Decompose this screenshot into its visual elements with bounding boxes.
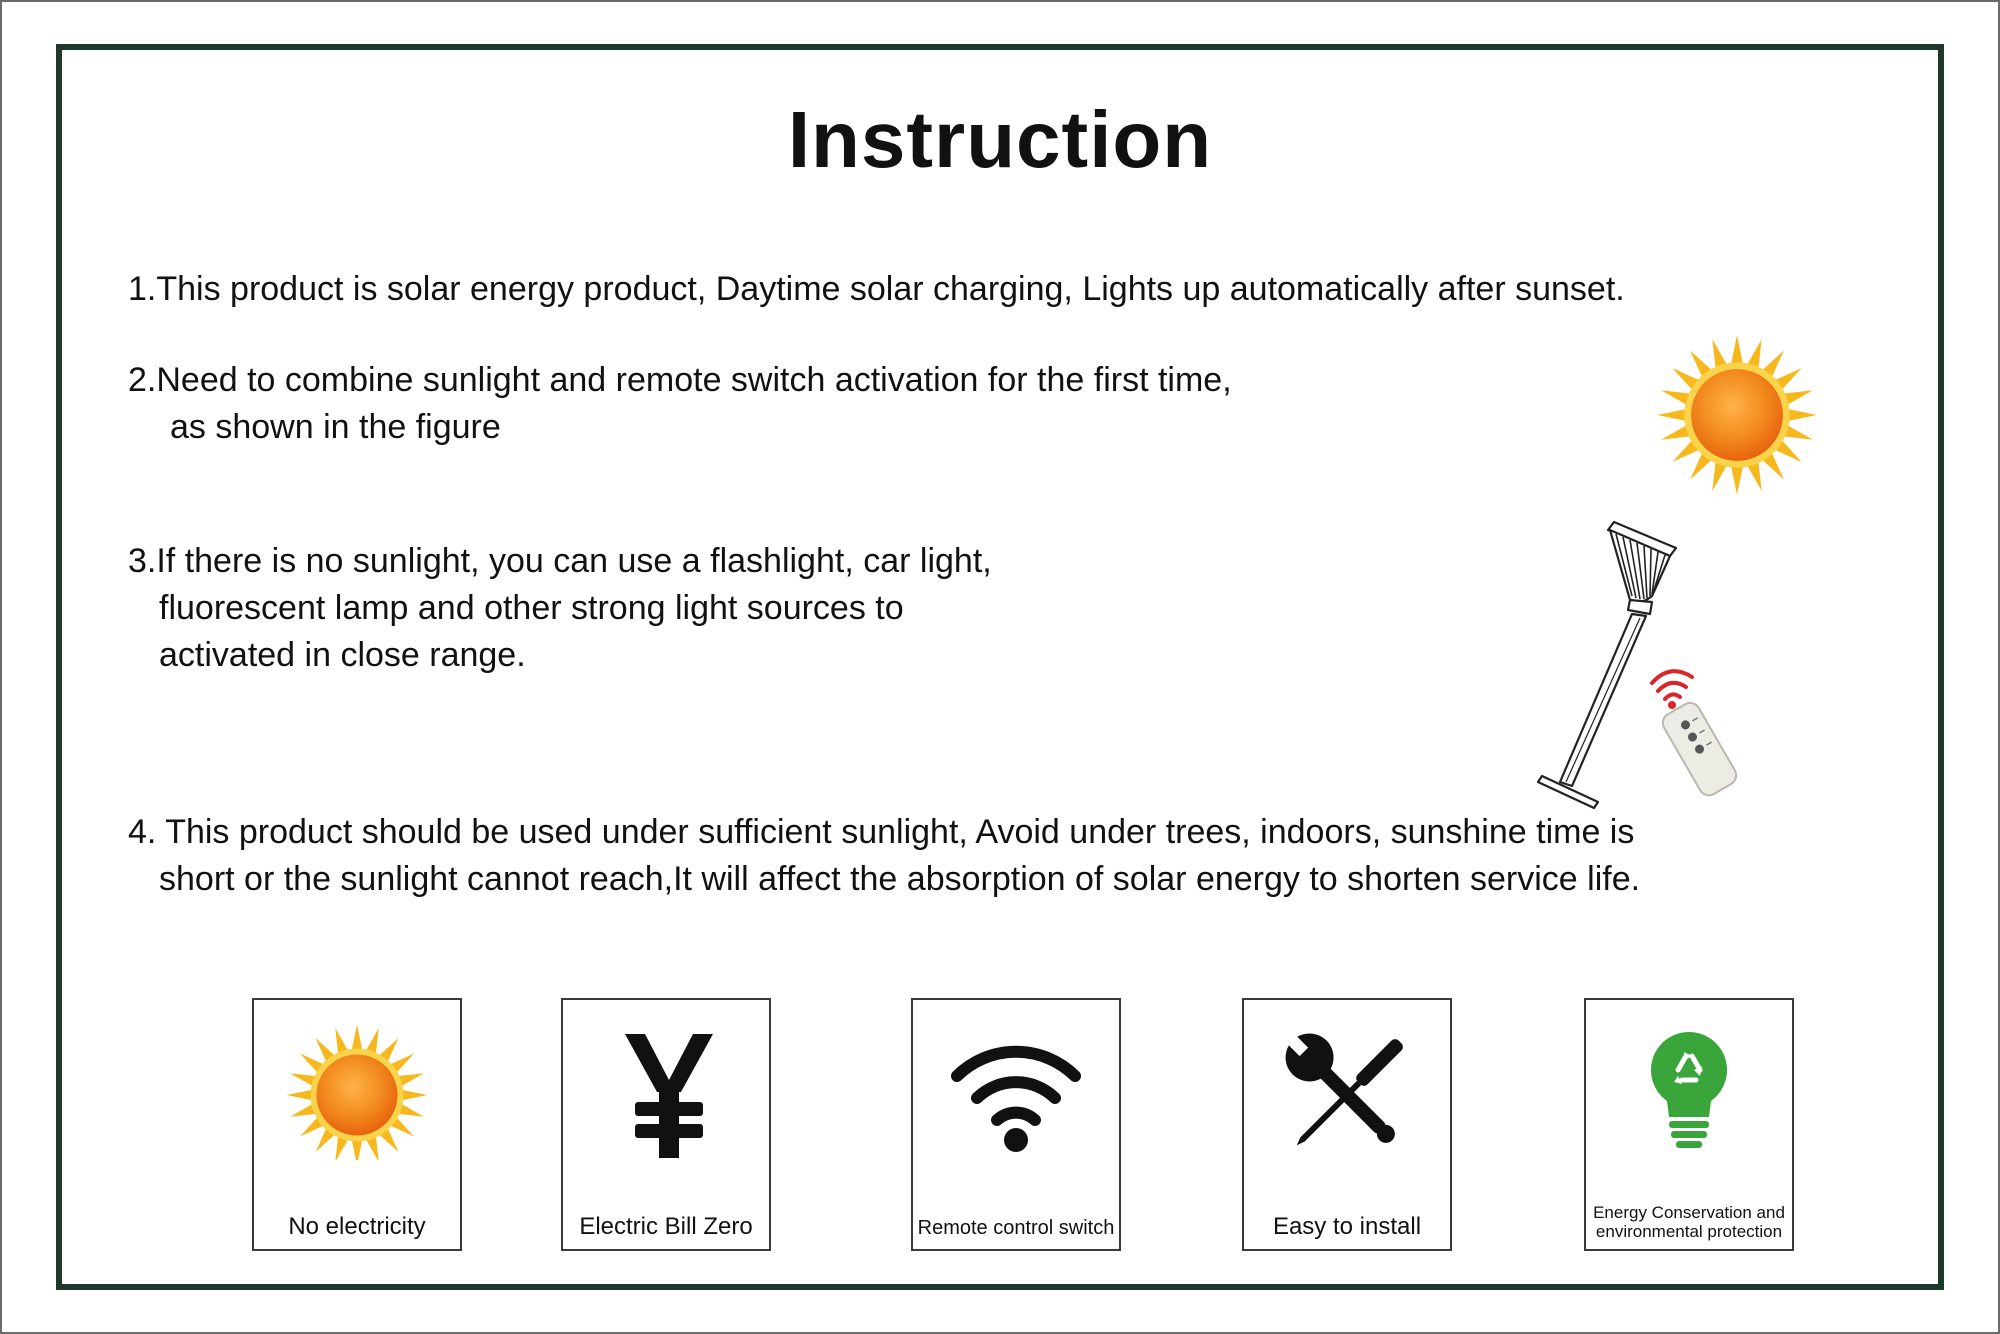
- sun-ray: [287, 1090, 313, 1101]
- sun-ray: [1731, 466, 1743, 495]
- feature-label: Electric Bill Zero: [579, 1213, 753, 1240]
- feature-easy-to-install: [1242, 998, 1452, 1251]
- instruction-4-line-2: short or the sunlight cannot reach,It will affect the absorption of solar energy to shorten service life.: [159, 860, 1641, 898]
- page-title: Instruction: [787, 95, 1213, 184]
- instruction-item-1: [128, 266, 1625, 313]
- instruction-item-4: [128, 809, 1640, 903]
- instruction-item-2: [128, 357, 1232, 451]
- instruction-4-line-1: 4. This product should be used under sufficient sunlight, Avoid under trees, indoors, sunshine time is: [128, 813, 1635, 851]
- sun-ray: [402, 1090, 428, 1101]
- feature-remote-control-switch: [911, 998, 1121, 1251]
- instruction-3-line-2: fluorescent lamp and other strong light sources to: [159, 589, 904, 627]
- sun-ray: [1788, 409, 1817, 421]
- instruction-item-3: [128, 538, 992, 679]
- recycle-bulb-icon: [1586, 1010, 1792, 1160]
- tools-icon: [1244, 1010, 1450, 1160]
- sun-icon: [254, 1010, 460, 1160]
- feature-label: Remote control switch: [917, 1217, 1115, 1239]
- sun-ray: [352, 1025, 363, 1051]
- instruction-2-line-1: 2.Need to combine sunlight and remote switch activation for the first time,: [128, 361, 1232, 399]
- feature-label: No electricity: [288, 1213, 426, 1240]
- sun-icon: [1652, 330, 1822, 500]
- instruction-1-line-1: 1.This product is solar energy product, Daytime solar charging, Lights up automatically after sunset.: [128, 270, 1625, 308]
- feature-label: Easy to install: [1272, 1213, 1422, 1240]
- sun-ray: [1731, 335, 1743, 364]
- wifi-icon: [913, 1010, 1119, 1160]
- instruction-3-line-3: activated in close range.: [159, 636, 526, 674]
- instruction-3-line-1: 3.If there is no sunlight, you can use a flashlight, car light,: [128, 542, 992, 580]
- sun-ray: [1657, 409, 1686, 421]
- feature-energy-conservation: [1584, 998, 1794, 1251]
- feature-no-electricity: [252, 998, 462, 1251]
- instruction-2-line-2: as shown in the figure: [170, 408, 501, 446]
- yen-icon: [563, 1010, 769, 1160]
- remote-control-icon: [1640, 655, 1770, 800]
- feature-electric-bill-zero: [561, 998, 771, 1251]
- sun-ray: [352, 1140, 363, 1160]
- feature-label: Energy Conservation and environmental protection: [1593, 1203, 1785, 1241]
